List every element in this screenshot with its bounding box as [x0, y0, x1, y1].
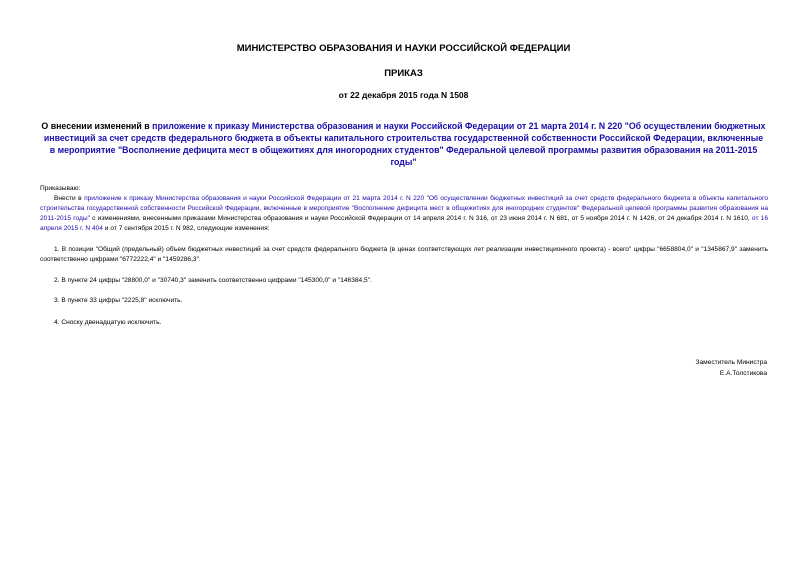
main-middle: с изменениями, внесенными приказами Министерства образования и науки Российской Федерации от 14 апреля 2014 г. N 316, от 23 июня 2014 г. N 681, от 5 ноября 2014 г. N 1426, от 24 декабря 2014 г. N 1610, [89, 215, 752, 222]
main-prefix: Внести в [54, 195, 85, 202]
signature-position: Заместитель Министра [695, 359, 767, 366]
signature-name: Е.А.Толстикова [719, 370, 767, 377]
main-link-order-404[interactable]: от 16 апреля 2015 г. N 404 [40, 215, 768, 232]
item-3: 3. В пункте 33 цифры "2225,8" исключить. [54, 297, 183, 304]
order-date-number: от 22 декабря 2015 года N 1508 [338, 90, 469, 100]
document-title [40, 120, 767, 168]
signature-block [695, 357, 767, 379]
intro-text: Приказываю: [40, 185, 81, 192]
item-1: 1. В позиции "Общий (предельный) объем бюджетных инвестиций за счет средств федерального бюджета (в ценах соответствующих лет реализации инвестиционного проекта) - всего" цифры "6658804,0" и "1345867,9" заменить соответственно цифрами "6772222,4" и "1459286,3". [40, 246, 768, 263]
item-2: 2. В пункте 24 цифры "28800,0" и "30740,3" заменить соответственно цифрами "145300,0" и "146384,5". [54, 277, 372, 284]
ministry-heading: МИНИСТЕРСТВО ОБРАЗОВАНИЯ И НАУКИ РОССИЙСКОЙ ФЕДЕРАЦИИ [236, 43, 571, 54]
item-4: 4. Сноску двенадцатую исключить. [54, 319, 162, 326]
main-suffix: и от 7 сентября 2015 г. N 982, следующие изменения: [102, 225, 270, 232]
title-link[interactable]: приложение к приказу Министерства образования и науки Российской Федерации от 21 марта 2014 г. N 220 "Об осуществлении бюджетных инвестиций за счет средств федерального бюджета в объекты капитального строительства государственной собственности Российской Федерации, включенные в мероприятие "Восполнение дефицита мест в общежитиях для иногородних студентов" Федеральной целевой программы развития образования на 2011-2015 годы" [43, 121, 766, 167]
main-link-order-220[interactable]: приложение к приказу Министерства образования и науки Российской Федерации от 21 марта 2014 г. N 220 "Об осуществлении бюджетных инвестиций за счет средств федерального бюджета в объекты капитального строительства государственной собственности Российской Федерации, включенные в мероприятие "Восполнение дефицита мест в общежитиях для иногородних студентов" Федеральной целевой программы развития образования на 2011-2015 годы" [40, 195, 768, 222]
title-prefix: О внесении изменений в [41, 121, 153, 131]
document-type: ПРИКАЗ [384, 68, 423, 79]
main-paragraph [40, 194, 768, 234]
